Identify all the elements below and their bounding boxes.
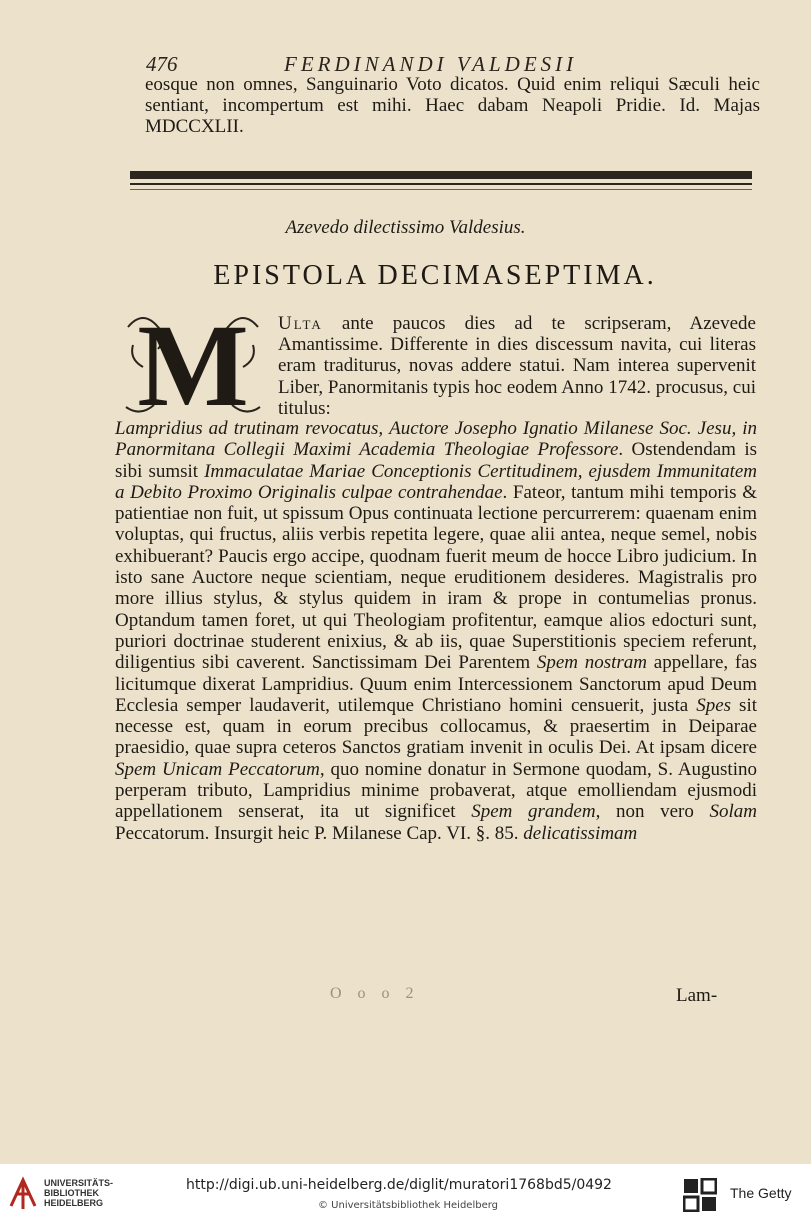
body-italic: Spem grandem <box>471 801 596 823</box>
copyright-notice: © Universitätsbibliothek Heidelberg <box>318 1200 499 1211</box>
book-thesis: Immaculatae Mariae Conceptionis Certitudinem, ejusdem Immunitatem a Debito Proximo Originalis culpae contrahendae <box>115 460 758 503</box>
catchword: Lam- <box>676 985 718 1006</box>
opening-word: Ulta <box>278 313 323 334</box>
library-line: UNIVERSITÄTS- <box>44 1178 114 1188</box>
viewer-footer <box>0 1164 811 1224</box>
signature-mark: O o o 2 <box>330 985 420 1002</box>
body-italic: delicatissimam <box>523 822 638 844</box>
body-italic: Spes <box>696 694 732 716</box>
ornamental-rule-mid <box>130 183 752 185</box>
body-span: appellare, fas licitumque dixerat Lampridius. Quum enim Intercessionem Sanctorum apud Deum Ecclesia semper laudaverit, utilemque Christiano homini censuerit, justa <box>115 652 758 716</box>
running-title: FERDINANDI VALDESII <box>284 52 578 76</box>
library-line: HEIDELBERG <box>44 1198 104 1208</box>
ornamental-rule-thin <box>130 189 752 190</box>
page-number: 476 <box>146 52 178 76</box>
continued-text: eosque non omnes, Sanguinario Voto dicatos. Quid enim reliqui Sæculi heic sentiant, incompertum est mihi. Haec dabam Neapoli Pridie. Id. Majas MDCCXLII. <box>145 74 760 137</box>
book-title-start: Lampridius ad trutinam revocatus, <box>115 418 384 439</box>
first-paragraph <box>278 313 756 419</box>
body-span: Peccatorum. Insurgit heic P. Milanese Cap. VI. §. 85. <box>115 822 519 844</box>
body-span: . Fateor, tantum mihi temporis & patientiae non fuit, ut spissum Opus continuata lectione percurrerem: quaenam enim voluptas, qui fructus, aliis verbis repetita legere, quae alii antea, neque semel, nobis exhibuerant? Paucis ergo accipe, quodnam fuerit meum de hocce Libro judicium. In isto sane Auctore neque scientiam, neque eruditionem desideres. Magistralis pro more illius stylus, & stylus quidem in iram & prope in contumelias pronus. Optandum tamen foret, ut qui Theologiam profitentur, eamque alios edocturi sunt, puriori doctrinae studerent enixius, & ab iis, quae Superstitionis speciem referunt, diligentius sibi caverent. Sanctissimam Dei Parentem <box>115 481 757 674</box>
getty-label: The Getty <box>730 1185 792 1201</box>
letter-title: EPISTOLA DECIMASEPTIMA. <box>213 260 657 291</box>
svg-text:M: M <box>137 307 249 419</box>
book-author: Auctore Josepho Ignatio Milanese Soc. Jesu, in Panormitana Collegii Maximi Academia Theologiae Professore <box>115 418 758 461</box>
body-italic: Spem Unicam Peccatorum <box>115 758 320 780</box>
ornamental-initial-m-icon <box>118 307 268 419</box>
body-italic: Solam <box>709 801 758 823</box>
permalink-url[interactable]: http://digi.ub.uni-heidelberg.de/diglit/muratori1768bd5/0492 <box>186 1177 612 1193</box>
ornamental-rule-thick <box>130 171 752 179</box>
body-span: . Ostendendam is sibi sumsit <box>115 439 757 482</box>
body-span: , non vero <box>595 801 694 823</box>
library-name <box>44 1178 113 1208</box>
university-logo-icon[interactable] <box>8 1176 38 1212</box>
library-line: BIBLIOTHEK <box>44 1188 99 1198</box>
body-text <box>115 418 757 844</box>
getty-logo-icon[interactable] <box>683 1178 717 1212</box>
body-italic: Spem nostram <box>536 652 648 674</box>
body-span: , quo nomine donatur in Sermone quodam, S. Augustino perperam tributo, Lampridius minime probaverat, atque emolliendam ejusmodi appellationem senserat, ita ut significet <box>115 758 757 823</box>
salutation: Azevedo dilectissimo Valdesius. <box>285 217 526 238</box>
first-paragraph-text: ante paucos dies ad te scripseram, Azevede Amantissime. Differente in dies discessum navita, cui literas eram traditurus, novas addere statui. Nam interea supervenit Liber, Panormitanis typis hoc eodem Anno 1742. procusus, cui titulus: <box>278 313 756 419</box>
body-span: sit necesse est, quam in eorum precibus collocamus, & praesertim in Deiparae praesidio, quae supra ceteros Sanctos gratiam invenit in oculis Dei. At ipsam dicere <box>115 694 757 759</box>
